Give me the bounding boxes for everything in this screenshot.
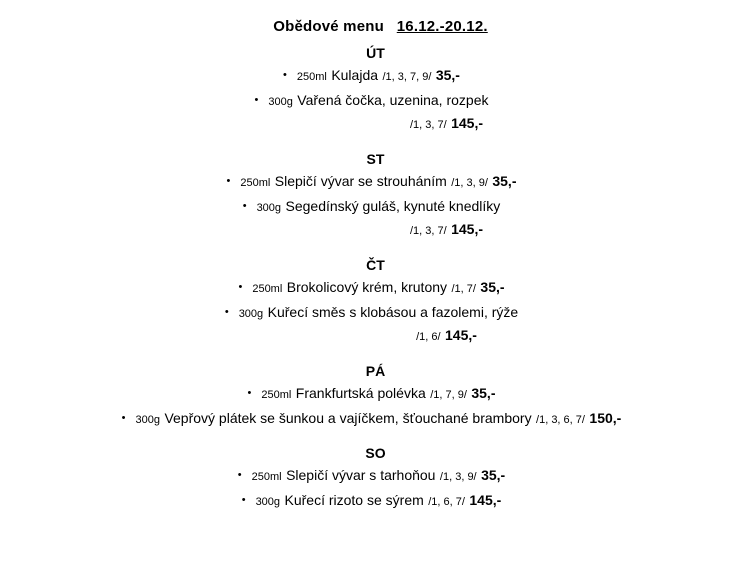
menu-item-price: 145,- bbox=[469, 491, 502, 508]
menu-day-block bbox=[10, 151, 733, 241]
menu-item bbox=[10, 65, 733, 87]
menu-item-price: 145,- bbox=[451, 221, 484, 238]
menu-item-row bbox=[10, 490, 733, 512]
menu-item-quantity: 300g bbox=[255, 495, 281, 508]
menu-item-row bbox=[10, 196, 733, 218]
menu-item bbox=[10, 171, 733, 193]
menu-item-name: Kulajda bbox=[331, 67, 379, 83]
menu-item-text bbox=[239, 302, 518, 324]
page-title-date-range: 16.12.-20.12. bbox=[396, 18, 488, 35]
menu-item-text bbox=[252, 277, 504, 299]
menu-item-price: 150,- bbox=[589, 409, 622, 426]
menu-item-list bbox=[10, 277, 733, 347]
menu-item-name: Slepičí vývar s tarhoňou bbox=[286, 467, 436, 484]
menu-item-list bbox=[10, 65, 733, 135]
bullet-icon: • bbox=[254, 93, 259, 106]
menu-day-block bbox=[10, 45, 733, 135]
menu-item-row bbox=[10, 383, 733, 405]
menu-item-quantity: 250ml bbox=[261, 388, 292, 401]
menu-item bbox=[10, 408, 733, 430]
menu-item-allergens: /1, 3, 7/ bbox=[409, 225, 447, 238]
bullet-icon: • bbox=[242, 199, 247, 212]
menu-day-name: ČT bbox=[366, 256, 385, 273]
menu-item-allergens: /1, 6, 7/ bbox=[428, 495, 465, 508]
menu-item-quantity: 250ml bbox=[296, 71, 327, 83]
bullet-icon: • bbox=[283, 69, 287, 81]
page-title-prefix: Obědové menu bbox=[273, 18, 384, 35]
menu-item bbox=[10, 277, 733, 299]
menu-day-name: ÚT bbox=[366, 45, 385, 61]
menu-item-price: 35,- bbox=[480, 278, 505, 295]
bullet-icon: • bbox=[121, 411, 126, 424]
menu-item-quantity: 300g bbox=[135, 413, 160, 426]
menu-item-allergens: /1, 3, 9/ bbox=[439, 471, 477, 484]
menu-item-name: Kuřecí směs s klobásou a fazolemi, rýže bbox=[267, 303, 519, 320]
menu-item-name: Segedínský guláš, kynuté knedlíky bbox=[285, 197, 501, 214]
menu-day-block bbox=[10, 363, 733, 429]
menu-item-allergens: /1, 7, 9/ bbox=[430, 388, 467, 401]
menu-item-list bbox=[10, 383, 733, 429]
menu-item-quantity: 250ml bbox=[240, 176, 271, 189]
menu-item-row bbox=[10, 408, 733, 430]
menu-item-text bbox=[256, 490, 502, 512]
menu-item bbox=[10, 196, 733, 241]
menu-item-quantity: 300g bbox=[238, 307, 264, 320]
menu-item-text bbox=[252, 465, 506, 487]
bullet-icon: • bbox=[241, 493, 246, 506]
bullet-icon: • bbox=[238, 280, 243, 293]
menu-item-price: 35,- bbox=[471, 384, 496, 401]
menu-item-price: 35,- bbox=[435, 67, 460, 83]
menu-item-price-group bbox=[260, 220, 483, 241]
menu-item-text bbox=[297, 65, 460, 87]
menu-item-name: Frankfurtská polévka bbox=[295, 384, 426, 401]
menu-item-list bbox=[10, 465, 733, 511]
bullet-icon: • bbox=[247, 386, 252, 399]
menu-item-allergens: /1, 3, 7/ bbox=[409, 119, 447, 132]
menu-item-price: 35,- bbox=[492, 172, 517, 189]
menu-item-quantity: 250ml bbox=[252, 282, 283, 295]
menu-item-price: 145,- bbox=[451, 115, 484, 132]
menu-days-list bbox=[10, 45, 733, 511]
menu-item-row bbox=[10, 277, 733, 299]
menu-item-row bbox=[10, 90, 733, 112]
menu-item-row bbox=[10, 65, 733, 87]
menu-item-row bbox=[10, 171, 733, 193]
menu-item-text bbox=[268, 90, 488, 112]
page-title bbox=[10, 18, 733, 35]
menu-item-quantity: 300g bbox=[268, 95, 293, 108]
menu-item bbox=[10, 465, 733, 487]
menu-item-allergens: /1, 7/ bbox=[451, 282, 476, 295]
menu-item-price: 145,- bbox=[445, 327, 477, 344]
menu-item-row bbox=[10, 302, 733, 324]
menu-item bbox=[10, 490, 733, 512]
menu-item-quantity: 300g bbox=[256, 201, 282, 214]
bullet-icon: • bbox=[226, 174, 231, 187]
menu-item-list bbox=[10, 171, 733, 241]
menu-item bbox=[10, 383, 733, 405]
menu-item bbox=[10, 90, 733, 135]
menu-item-name: Vepřový plátek se šunkou a vajíčkem, šťouchané brambory bbox=[164, 409, 532, 426]
menu-item-name: Kuřecí rizoto se sýrem bbox=[284, 491, 424, 508]
menu-item-text bbox=[240, 171, 516, 193]
menu-item-price-row bbox=[10, 114, 733, 135]
menu-day-block bbox=[10, 445, 733, 511]
bullet-icon: • bbox=[224, 305, 229, 318]
menu-item-name: Slepičí vývar se strouháním bbox=[274, 172, 447, 189]
menu-item-name: Brokolicový krém, krutony bbox=[286, 278, 448, 295]
menu-day-name: PÁ bbox=[365, 362, 386, 379]
menu-item-quantity: 250ml bbox=[251, 471, 282, 484]
menu-day-name: ST bbox=[366, 150, 385, 167]
menu-item-price-row bbox=[10, 220, 733, 241]
bullet-icon: • bbox=[237, 469, 242, 482]
menu-item bbox=[10, 302, 733, 347]
menu-item-price-group bbox=[260, 114, 483, 135]
menu-item-name: Vařená čočka, uzenina, rozpek bbox=[297, 91, 489, 108]
menu-item-text bbox=[261, 383, 495, 405]
menu-day-name: SO bbox=[365, 445, 386, 462]
menu-item-allergens: /1, 3, 6, 7/ bbox=[536, 413, 585, 426]
menu-item-row bbox=[10, 465, 733, 487]
menu-item-allergens: /1, 3, 9/ bbox=[451, 176, 488, 189]
menu-item-text bbox=[136, 408, 622, 430]
menu-item-allergens: /1, 6/ bbox=[416, 331, 441, 344]
menu-item-text bbox=[257, 196, 501, 218]
menu-item-price-group bbox=[266, 326, 477, 347]
menu-item-allergens: /1, 3, 7, 9/ bbox=[382, 71, 432, 83]
menu-day-block bbox=[10, 257, 733, 347]
menu-item-price-row bbox=[10, 326, 733, 347]
menu-item-price: 35,- bbox=[481, 467, 506, 484]
